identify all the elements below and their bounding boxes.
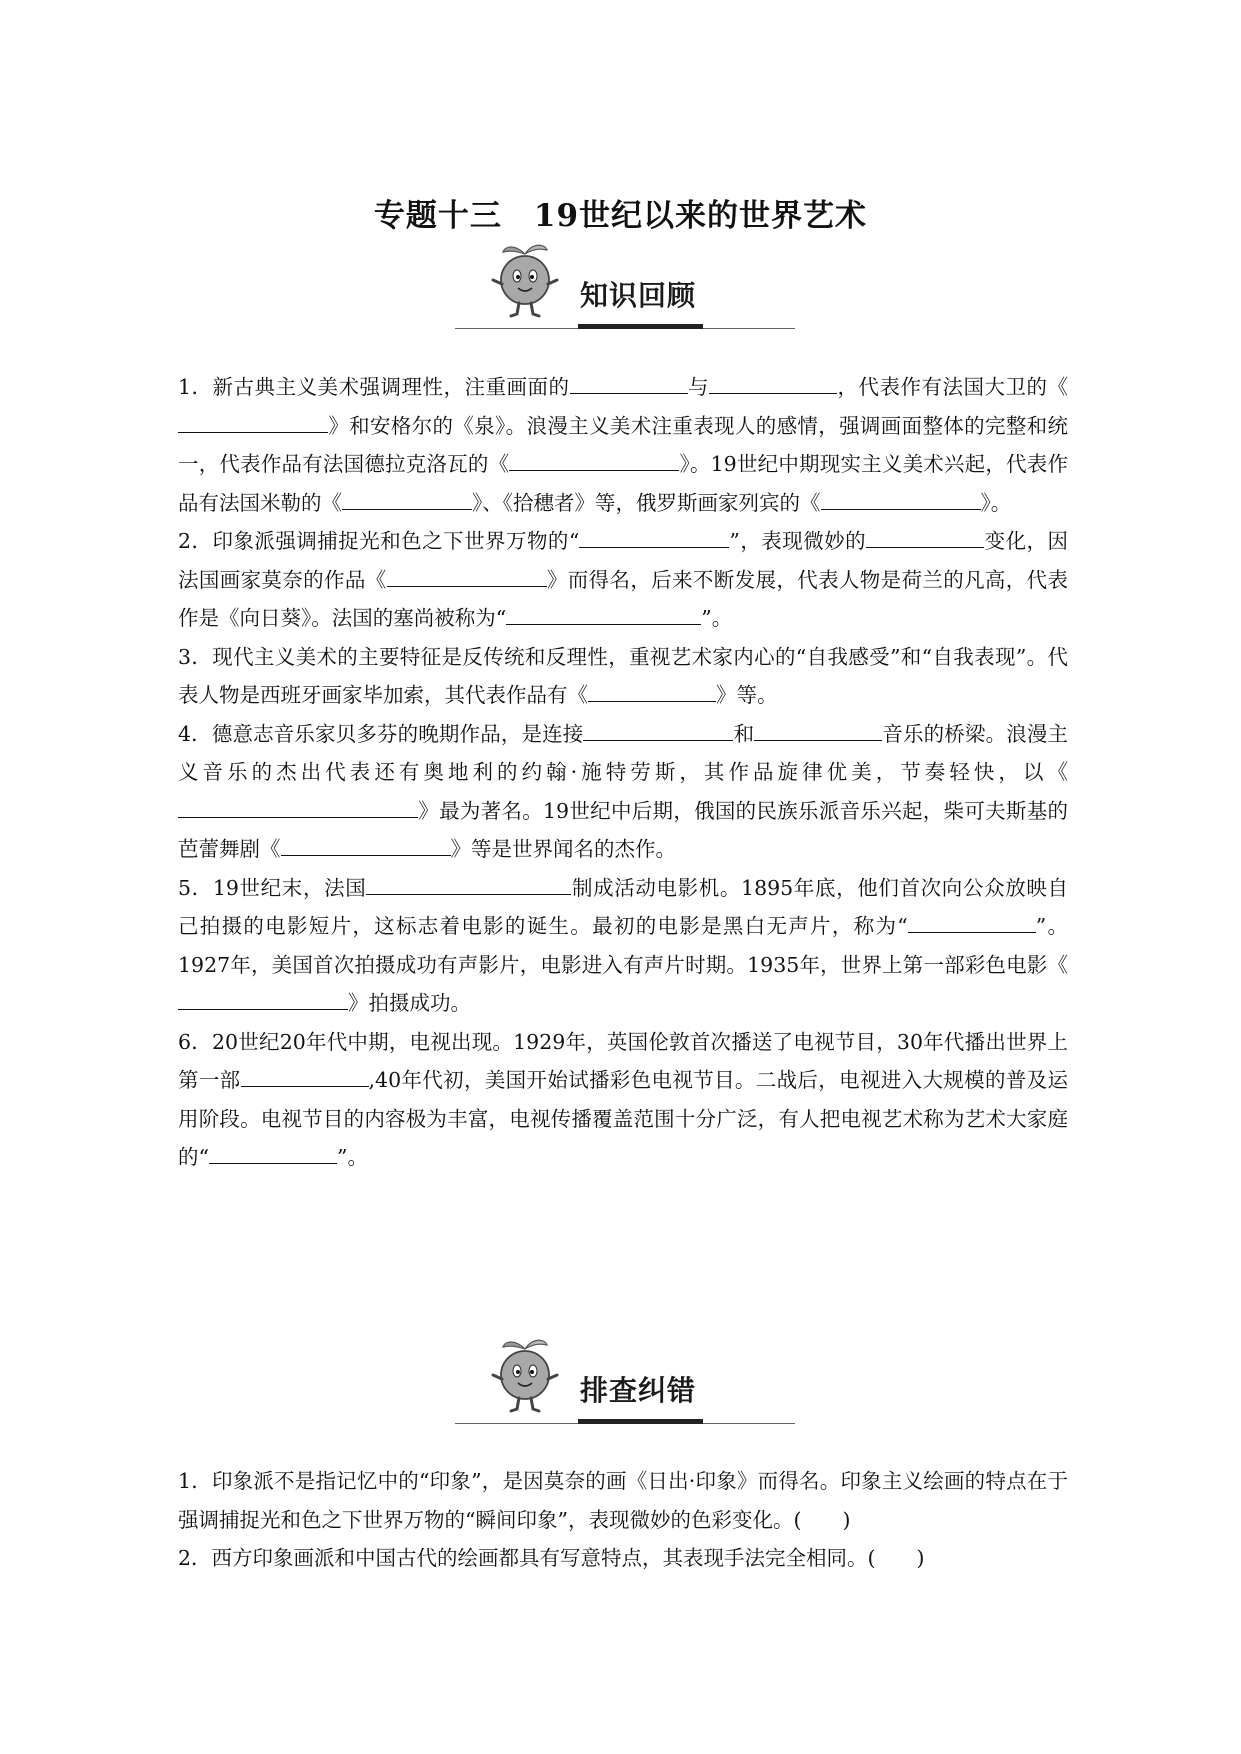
text: ”，表现微妙的 xyxy=(729,529,867,553)
text: ，代表作有法国大卫的《 xyxy=(837,375,1068,399)
text: 》。 xyxy=(980,490,1012,515)
section-header-check xyxy=(455,1335,795,1435)
text: 制成活动电影机。1895年底，他们首次向公众放映自己拍摄的电影短片，这标志着电影的诞生。最初的电影是黑白无声片，称为“ xyxy=(178,875,1068,938)
answer-blank[interactable] xyxy=(241,1064,369,1087)
text: ,40年代初，美国开始试播彩色电视节目。二战后，电视进入大规模的普及运用阶段。电视节目的内容极为丰富，电视传播覆盖范围十分广泛，有人把电视艺术称为艺术大家庭的“ xyxy=(178,1068,1069,1169)
answer-blank[interactable] xyxy=(178,795,418,818)
text: 》拍摄成功。 xyxy=(348,991,471,1015)
text: 》而得名，后来不断发展，代表人物是荷兰的凡高，代表作是《向日葵》。法国的塞尚被称为“ xyxy=(178,567,1069,630)
answer-blank[interactable] xyxy=(709,371,837,394)
answer-blank[interactable] xyxy=(342,487,472,510)
answer-blank[interactable] xyxy=(178,410,328,433)
answer-blank[interactable] xyxy=(366,872,571,895)
answer-blank[interactable] xyxy=(866,525,984,548)
question-5 xyxy=(178,869,1068,1023)
check-body xyxy=(178,1462,1068,1578)
check-question-1: 1．印象派不是指记忆中的“印象”，是因莫奈的画《日出·印象》而得名。印象主义绘画的特点在于强调捕捉光和色之下世界万物的“瞬间印象”，表现微妙的色彩变化。( ) xyxy=(178,1469,1068,1532)
text: 音乐的桥梁。浪漫主义音乐的杰出代表还有奥地利的约翰·施特劳斯，其作品旋律优美，节奏轻快，以《 xyxy=(178,721,1069,784)
section-rule-accent xyxy=(578,324,703,329)
check-question-2: 2．西方印象画派和中国古代的绘画都具有写意特点，其表现手法完全相同。( ) xyxy=(178,1546,925,1570)
section-header-review xyxy=(455,240,795,340)
text: 》等。 xyxy=(716,683,778,707)
question-4 xyxy=(178,715,1068,869)
text: 6．20世纪20年代中期，电视出现。1929年，英国伦敦首次播送了电视节目，30年代播出世界上第一部 xyxy=(178,1029,1068,1092)
answer-blank[interactable] xyxy=(570,371,688,394)
apple-mascot-icon xyxy=(485,1335,565,1415)
question-6 xyxy=(178,1023,1068,1177)
text: 》等是世界闻名的杰作。 xyxy=(450,837,676,861)
review-body xyxy=(178,368,1068,1177)
question-2 xyxy=(178,522,1068,638)
text: 》。19世纪中期现实主义美术兴起，代表作品有法国米勒的《 xyxy=(178,452,1069,515)
answer-blank[interactable] xyxy=(579,525,729,548)
text: ”。 xyxy=(336,1145,368,1169)
question-1 xyxy=(178,368,1068,522)
text: 1．新古典主义美术强调理性，注重画面的 xyxy=(178,375,570,399)
section-title-check: 排查纠错 xyxy=(580,1374,697,1407)
text: 5．19世纪末，法国 xyxy=(178,875,367,900)
text: 与 xyxy=(687,375,710,399)
text: 2．印象派强调捕捉光和色之下世界万物的“ xyxy=(178,529,580,553)
answer-blank[interactable] xyxy=(588,679,716,702)
text: 变化，因法国画家莫奈的作品《 xyxy=(178,529,1069,592)
text: 4．德意志音乐家贝多芬的晚期作品，是连接 xyxy=(178,721,584,746)
page-title: 专题十三 19世纪以来的世界艺术 xyxy=(373,198,868,234)
answer-blank[interactable] xyxy=(908,910,1036,933)
text: 和 xyxy=(733,721,755,746)
answer-blank[interactable] xyxy=(209,1141,337,1164)
question-3 xyxy=(178,638,1068,715)
text: 》、《拾穗者》等，俄罗斯画家列宾的《 xyxy=(472,490,821,515)
text: 3．现代主义美术的主要特征是反传统和反理性，重视艺术家内心的“自我感受”和“自我表现”。代表人物是西班牙画家毕加索，其代表作品有《 xyxy=(178,644,1068,707)
answer-blank[interactable] xyxy=(583,718,733,741)
text: 》和安格尔的《泉》。浪漫主义美术注重表现人的感情，强调画面整体的完整和统一，代表作品有法国德拉克洛瓦的《 xyxy=(178,413,1068,476)
answer-blank[interactable] xyxy=(178,987,348,1010)
answer-blank[interactable] xyxy=(821,487,981,510)
answer-blank[interactable] xyxy=(387,564,547,587)
apple-mascot-icon xyxy=(485,240,565,320)
section-title-review: 知识回顾 xyxy=(580,279,697,312)
section-rule-accent xyxy=(578,1419,703,1424)
answer-blank[interactable] xyxy=(281,833,451,856)
text: 》最为著名。19世纪中后期，俄国的民族乐派音乐兴起，柴可夫斯基的芭蕾舞剧《 xyxy=(178,798,1068,861)
answer-blank[interactable] xyxy=(509,448,679,471)
text: ”。 1927年，美国首次拍摄成功有声影片，电影进入有声片时期。1935年，世界上第一部彩色电影《 xyxy=(178,914,1068,977)
text: ”。 xyxy=(701,606,733,630)
answer-blank[interactable] xyxy=(754,718,882,741)
answer-blank[interactable] xyxy=(506,602,701,625)
